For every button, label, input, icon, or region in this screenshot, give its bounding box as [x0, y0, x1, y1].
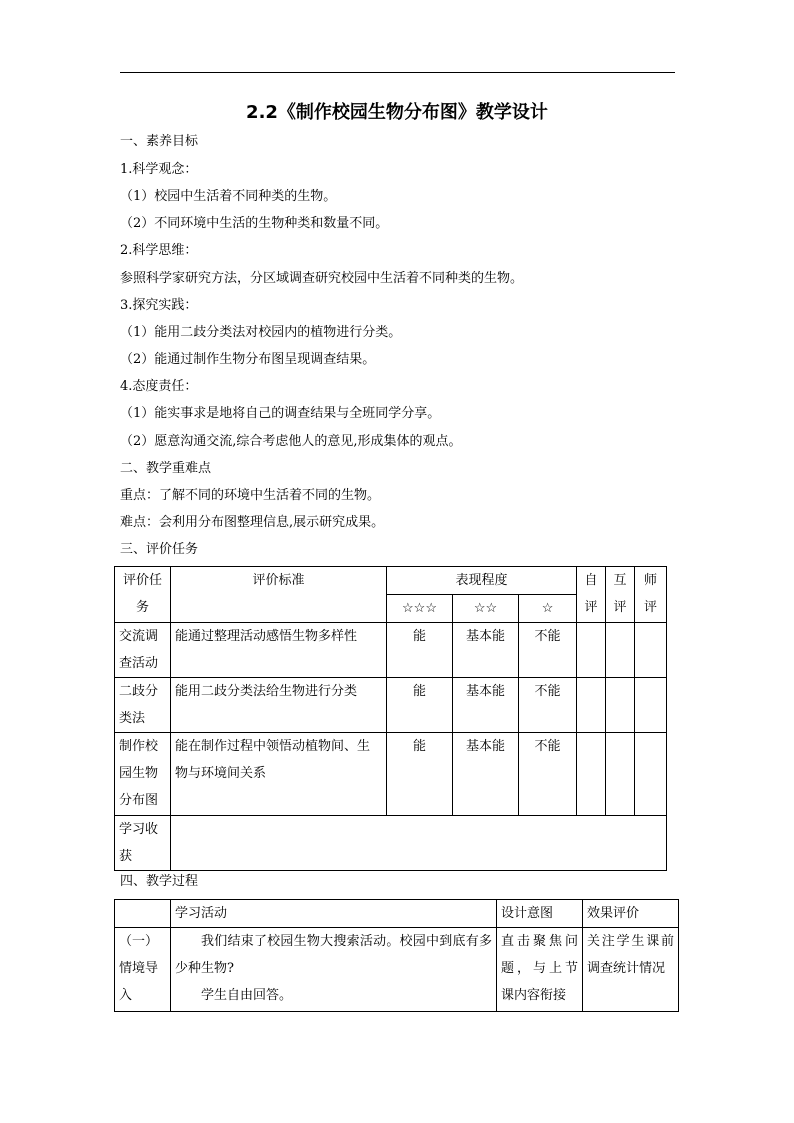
level-cell: 能	[387, 678, 453, 733]
header-two-stars: ☆☆	[453, 595, 519, 623]
gain-label-cell: 学习收获	[115, 816, 171, 871]
text-line: 重点：了解不同的环境中生活着不同的生物。	[120, 488, 381, 503]
table-row	[115, 678, 667, 733]
header-rule	[120, 72, 675, 73]
level-cell: 不能	[519, 678, 577, 733]
text-line: 4.态度责任：	[120, 379, 198, 394]
header-activity: 学习活动	[171, 900, 497, 928]
effect-eval-cell: 关注学生课前调查统计情况	[583, 928, 679, 1012]
level-cell: 能	[387, 733, 453, 816]
header-stage	[115, 900, 171, 928]
text-line: （2）愿意沟通交流,综合考虑他人的意见,形成集体的观点。	[120, 434, 462, 449]
text-line: 3.探究实践：	[120, 298, 198, 313]
level-cell: 不能	[519, 733, 577, 816]
teacher-eval-cell	[635, 733, 667, 816]
self-eval-cell	[577, 733, 606, 816]
evaluation-table	[114, 566, 667, 871]
header-intent: 设计意图	[497, 900, 583, 928]
table-row	[115, 733, 667, 816]
activity-paragraph: 学生自由回答。	[201, 988, 293, 1003]
text-line: （1）校园中生活着不同种类的生物。	[120, 189, 337, 204]
text-line: 1.科学观念：	[120, 162, 198, 177]
text-line: （2）不同环境中生活的生物种类和数量不同。	[120, 216, 389, 231]
teacher-eval-cell	[635, 678, 667, 733]
task-cell: 二歧分类法	[115, 678, 171, 733]
header-effect-eval: 效果评价	[583, 900, 679, 928]
header-one-star: ☆	[519, 595, 577, 623]
header-task: 评价任务	[115, 567, 171, 623]
self-eval-cell	[577, 678, 606, 733]
standard-cell: 能在制作过程中领悟动植物间、生物与环境间关系	[171, 733, 387, 816]
text-line: 参照科学家研究方法，分区域调查研究校园中生活着不同种类的生物。	[120, 271, 524, 286]
section-heading-keypoints: 二、教学重难点	[120, 461, 212, 476]
standard-cell: 能通过整理活动感悟生物多样性	[171, 623, 387, 678]
stage-cell: （一）情境导入	[115, 928, 171, 1012]
text-line: （2）能通过制作生物分布图呈现调查结果。	[120, 352, 376, 367]
header-three-stars: ☆☆☆	[387, 595, 453, 623]
level-cell: 不能	[519, 623, 577, 678]
section-heading-evaluation: 三、评价任务	[120, 542, 199, 557]
text-line: 2.科学思维：	[120, 243, 198, 258]
text-line: （1）能用二歧分类法对校园内的植物进行分类。	[120, 325, 402, 340]
level-cell: 能	[387, 623, 453, 678]
task-cell: 制作校园生物分布图	[115, 733, 171, 816]
peer-eval-cell	[606, 623, 635, 678]
header-teacher-eval: 师评	[635, 567, 667, 623]
self-eval-cell	[577, 623, 606, 678]
table-row	[115, 816, 667, 871]
task-cell: 交流调查活动	[115, 623, 171, 678]
table-row	[115, 623, 667, 678]
header-level: 表现程度	[387, 567, 577, 595]
document-title: 2.2《制作校园生物分布图》教学设计	[246, 102, 548, 123]
section-heading-goals: 一、素养目标	[120, 134, 199, 149]
peer-eval-cell	[606, 678, 635, 733]
table-row	[115, 928, 679, 1012]
header-standard: 评价标准	[171, 567, 387, 623]
process-table	[114, 899, 679, 1012]
text-line: （1）能实事求是地将自己的调查结果与全班同学分享。	[120, 406, 441, 421]
gain-content-cell	[171, 816, 667, 871]
level-cell: 基本能	[453, 623, 519, 678]
text-line: 难点：会利用分布图整理信息,展示研究成果。	[120, 515, 385, 530]
header-peer-eval: 互评	[606, 567, 635, 623]
activity-paragraph: 我们结束了校园生物大搜索活动。校园中到底有多少种生物?	[175, 934, 492, 976]
peer-eval-cell	[606, 733, 635, 816]
activity-cell	[171, 928, 497, 1012]
teacher-eval-cell	[635, 623, 667, 678]
intent-cell: 直击聚焦问题，与上节课内容衔接	[497, 928, 583, 1012]
level-cell: 基本能	[453, 733, 519, 816]
header-self-eval: 自评	[577, 567, 606, 623]
level-cell: 基本能	[453, 678, 519, 733]
standard-cell: 能用二歧分类法给生物进行分类	[171, 678, 387, 733]
section-heading-process: 四、教学过程	[120, 874, 199, 889]
